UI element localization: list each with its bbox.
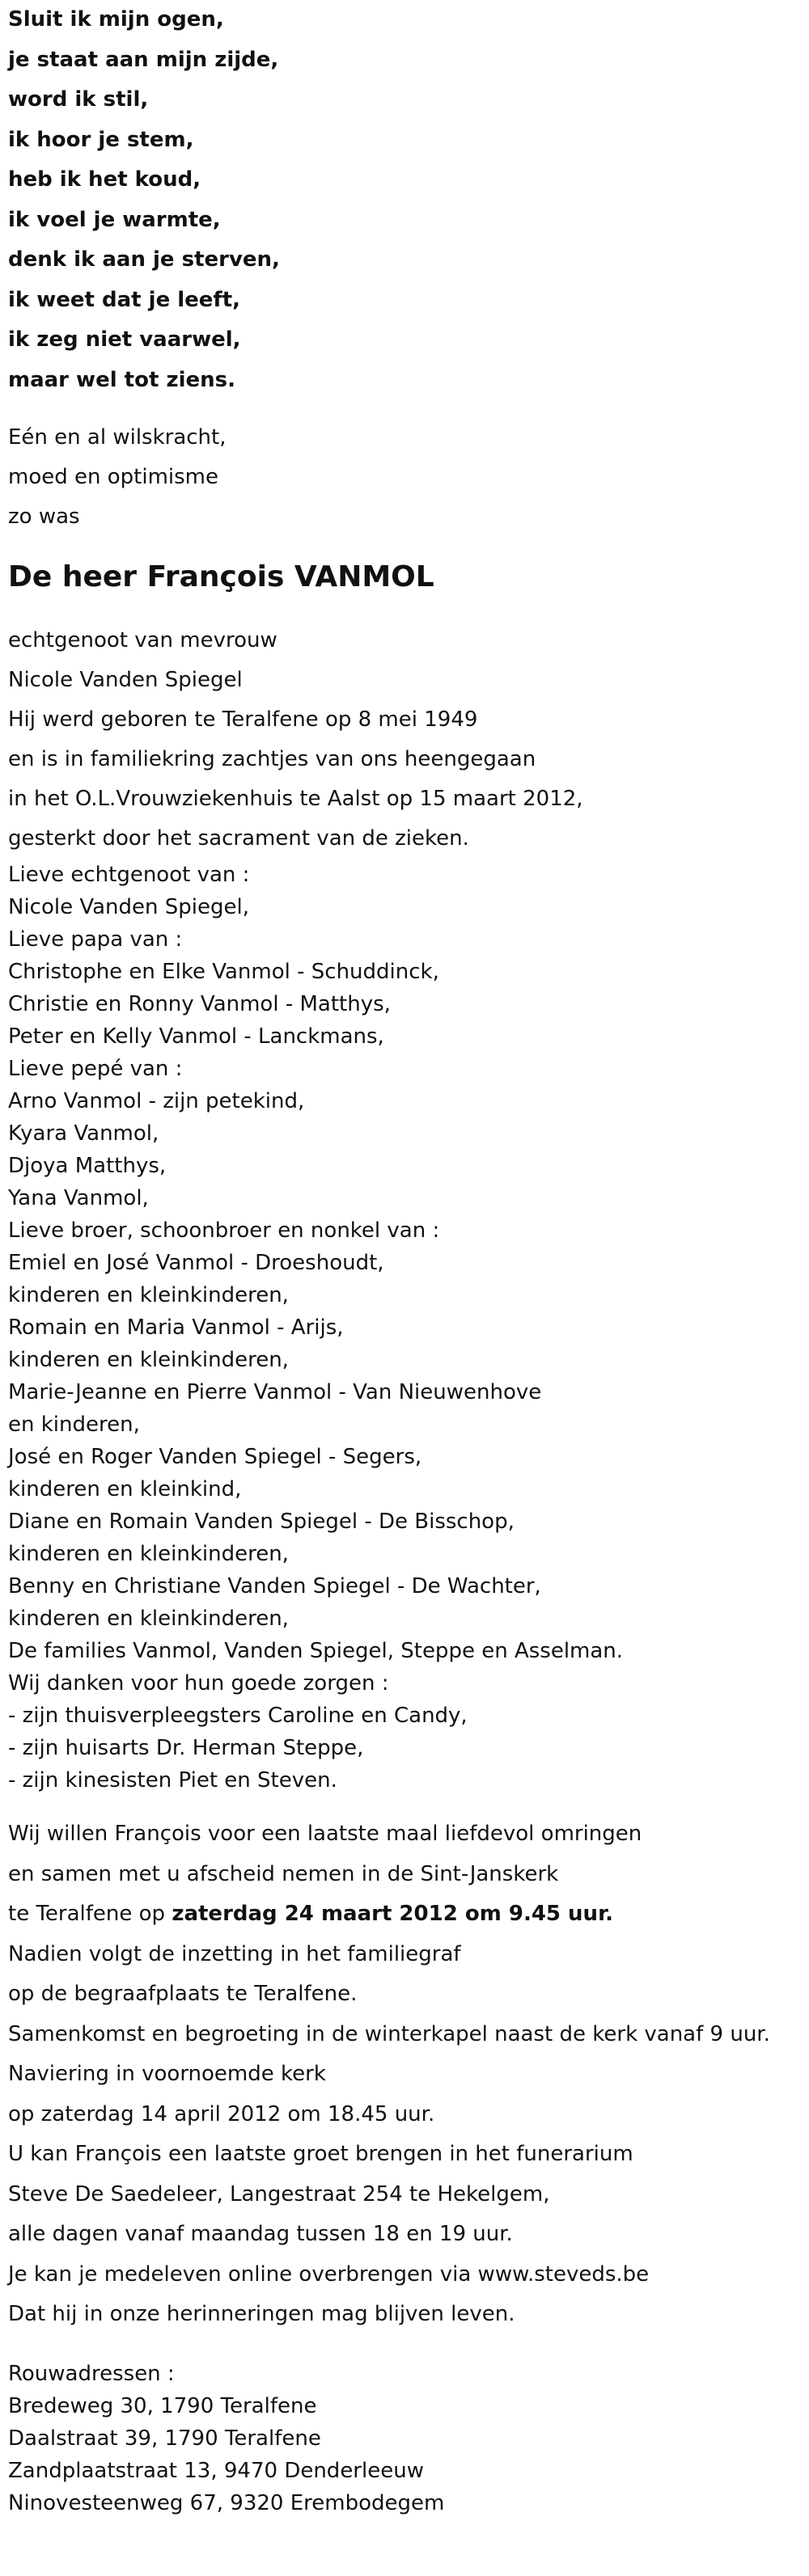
- funeral-line: Nadien volgt de inzetting in het familiegraf: [8, 1941, 461, 1966]
- family-line: Peter en Kelly Vanmol - Lanckmans,: [8, 1024, 384, 1049]
- funeral-line: op de begraafplaats te Teralfene.: [8, 1982, 358, 2006]
- poem-line: word ik stil,: [8, 87, 149, 112]
- intro-line: zo was: [8, 505, 80, 529]
- funeral-line: U kan François een laatste groet brengen in het funerarium: [8, 2142, 633, 2166]
- intro: [8, 418, 801, 537]
- funeral-line: alle dagen vanaf maandag tussen 18 en 19 uur.: [8, 2222, 513, 2246]
- family-line: kinderen en kleinkind,: [8, 1477, 242, 1501]
- details: [8, 621, 801, 859]
- family-line: Arno Vanmol - zijn petekind,: [8, 1089, 305, 1113]
- funeral-line: Je kan je medeleven online overbrengen via www.steveds.be: [8, 2261, 650, 2287]
- funeral-line: Naviering in voornoemde kerk: [8, 2062, 326, 2086]
- details-line: gesterkt door het sacrament van de zieken.: [8, 826, 469, 851]
- poem-line: maar wel tot ziens.: [8, 367, 235, 392]
- family-line: Diane en Romain Vanden Spiegel - De Bisschop,: [8, 1510, 515, 1534]
- poem: [8, 0, 801, 400]
- poem-line: Sluit ik mijn ogen,: [8, 7, 224, 32]
- intro-line: Eén en al wilskracht,: [8, 425, 227, 450]
- family-list: [8, 859, 801, 1797]
- family-line: kinderen en kleinkinderen,: [8, 1283, 289, 1307]
- family-line: kinderen en kleinkinderen,: [8, 1542, 289, 1566]
- funeral-info: [8, 1814, 801, 2335]
- family-line: - zijn huisarts Dr. Herman Steppe,: [8, 1736, 364, 1760]
- funeral-line: Dat hij in onze herinneringen mag blijven leven.: [8, 2302, 515, 2326]
- family-line: Lieve papa van :: [8, 927, 183, 952]
- details-line: Nicole Vanden Spiegel: [8, 668, 243, 692]
- details-line: in het O.L.Vrouwziekenhuis te Aalst op 15 maart 2012,: [8, 787, 583, 811]
- funeral-line: [8, 1894, 801, 1935]
- poem-line: ik zeg niet vaarwel,: [8, 327, 241, 352]
- family-line: kinderen en kleinkinderen,: [8, 1348, 289, 1372]
- funeral-date: zaterdag 24 maart 2012 om 9.45 uur.: [172, 1902, 614, 1926]
- poem-line: heb ik het koud,: [8, 167, 201, 192]
- funeral-line: Samenkomst en begroeting in de winterkapel naast de kerk vanaf 9 uur.: [8, 2021, 770, 2046]
- addresses: [8, 2358, 801, 2519]
- family-line: José en Roger Vanden Spiegel - Segers,: [8, 1445, 422, 1469]
- intro-line: moed en optimisme: [8, 465, 218, 489]
- funeral-place: te Teralfene op: [8, 1902, 172, 1926]
- family-line: kinderen en kleinkinderen,: [8, 1607, 289, 1631]
- family-line: Wij danken voor hun goede zorgen :: [8, 1671, 389, 1696]
- details-line: en is in familiekring zachtjes van ons heengegaan: [8, 747, 536, 771]
- family-line: Kyara Vanmol,: [8, 1121, 159, 1146]
- poem-line: denk ik aan je sterven,: [8, 247, 280, 272]
- family-line: Yana Vanmol,: [8, 1186, 149, 1210]
- funeral-line: en samen met u afscheid nemen in de Sint-Janskerk: [8, 1861, 559, 1886]
- family-line: Nicole Vanden Spiegel,: [8, 895, 249, 919]
- address-line: Bredeweg 30, 1790 Teralfene: [8, 2393, 317, 2418]
- family-line: Christie en Ronny Vanmol - Matthys,: [8, 992, 391, 1016]
- addresses-heading: Rouwadressen :: [8, 2361, 175, 2386]
- family-line: Lieve echtgenoot van :: [8, 863, 250, 887]
- family-line: Benny en Christiane Vanden Spiegel - De Wachter,: [8, 1574, 541, 1598]
- poem-line: ik weet dat je leeft,: [8, 287, 241, 312]
- family-line: Marie-Jeanne en Pierre Vanmol - Van Nieuwenhove: [8, 1380, 542, 1404]
- details-line: Hij werd geboren te Teralfene op 8 mei 1949: [8, 707, 478, 732]
- family-line: en kinderen,: [8, 1413, 140, 1437]
- family-line: Lieve pepé van :: [8, 1057, 183, 1081]
- funeral-line: Steve De Saedeleer, Langestraat 254 te Hekelgem,: [8, 2181, 550, 2206]
- family-line: - zijn thuisverpleegsters Caroline en Candy,: [8, 1704, 468, 1728]
- poem-line: ik voel je warmte,: [8, 207, 221, 232]
- family-line: Djoya Matthys,: [8, 1154, 167, 1178]
- details-line: echtgenoot van mevrouw: [8, 628, 277, 652]
- family-line: Lieve broer, schoonbroer en nonkel van :: [8, 1218, 440, 1243]
- address-line: Zandplaatstraat 13, 9470 Denderleeuw: [8, 2458, 424, 2483]
- family-line: Emiel en José Vanmol - Droeshoudt,: [8, 1251, 384, 1275]
- deceased-name: De heer François VANMOL: [8, 560, 434, 593]
- poem-line: je staat aan mijn zijde,: [8, 47, 279, 72]
- family-line: Romain en Maria Vanmol - Arijs,: [8, 1315, 344, 1340]
- family-line: De families Vanmol, Vanden Spiegel, Steppe en Asselman.: [8, 1639, 624, 1663]
- funeral-line: op zaterdag 14 april 2012 om 18.45 uur.: [8, 2101, 435, 2126]
- family-line: Christophe en Elke Vanmol - Schuddinck,: [8, 960, 439, 984]
- address-line: Ninovesteenweg 67, 9320 Erembodegem: [8, 2490, 445, 2515]
- funeral-line: Wij willen François voor een laatste maal liefdevol omringen: [8, 1822, 642, 1846]
- family-line: - zijn kinesisten Piet en Steven.: [8, 1768, 337, 1793]
- poem-line: ik hoor je stem,: [8, 127, 194, 152]
- address-line: Daalstraat 39, 1790 Teralfene: [8, 2426, 321, 2451]
